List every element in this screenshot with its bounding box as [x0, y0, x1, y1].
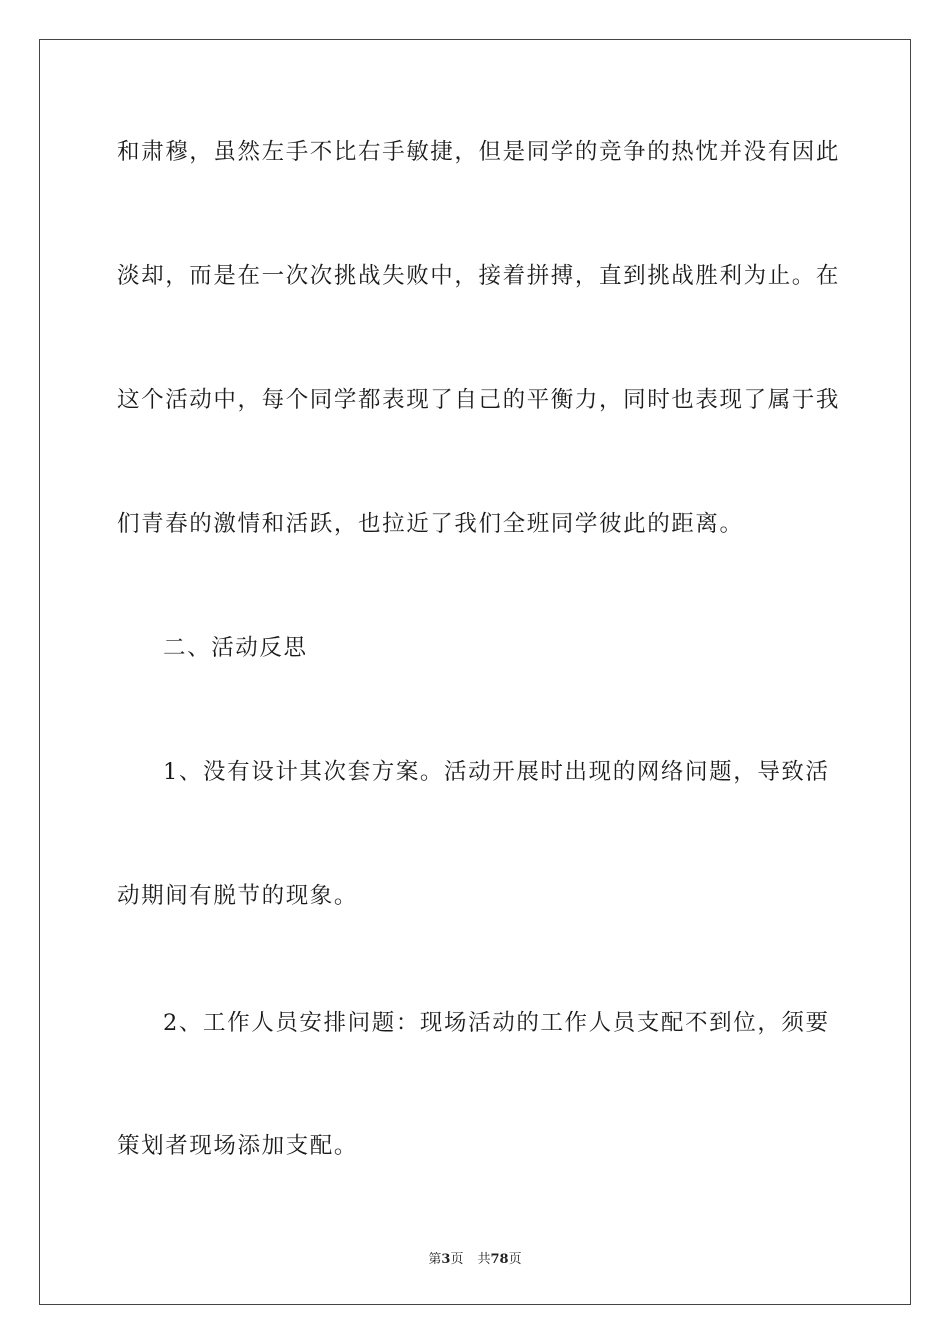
page-suffix: 页 — [450, 1252, 464, 1267]
paragraph-line-4: 们青春的激情和活跃，也拉近了我们全班同学彼此的距离。 — [117, 511, 744, 537]
paragraph-line-3: 这个活动中，每个同学都表现了自己的平衡力，同时也表现了属于我 — [117, 387, 841, 413]
page-number: 3 — [441, 1252, 451, 1267]
page-footer — [0, 1248, 950, 1267]
paragraph-line-1: 和肃穆，虽然左手不比右手敏捷，但是同学的竞争的热忱并没有因此 — [117, 139, 841, 165]
reflection-item-1-line-1: 1、没有设计其次套方案。活动开展时出现的网络问题，导致活 — [163, 759, 830, 785]
page-border — [39, 39, 911, 1305]
reflection-item-2-line-2: 策划者现场添加支配。 — [117, 1133, 359, 1159]
total-prefix: 共 — [477, 1252, 491, 1267]
section-heading: 二、活动反思 — [163, 635, 308, 661]
paragraph-line-2: 淡却，而是在一次次挑战失败中，接着拼搏，直到挑战胜利为止。在 — [117, 263, 841, 289]
total-suffix: 页 — [508, 1252, 522, 1267]
page-prefix: 第 — [428, 1252, 442, 1267]
reflection-item-2-line-1: 2、工作人员安排问题：现场活动的工作人员支配不到位，须要 — [163, 1010, 830, 1036]
reflection-item-1-line-2: 动期间有脱节的现象。 — [117, 883, 359, 909]
total-pages: 78 — [490, 1252, 509, 1267]
